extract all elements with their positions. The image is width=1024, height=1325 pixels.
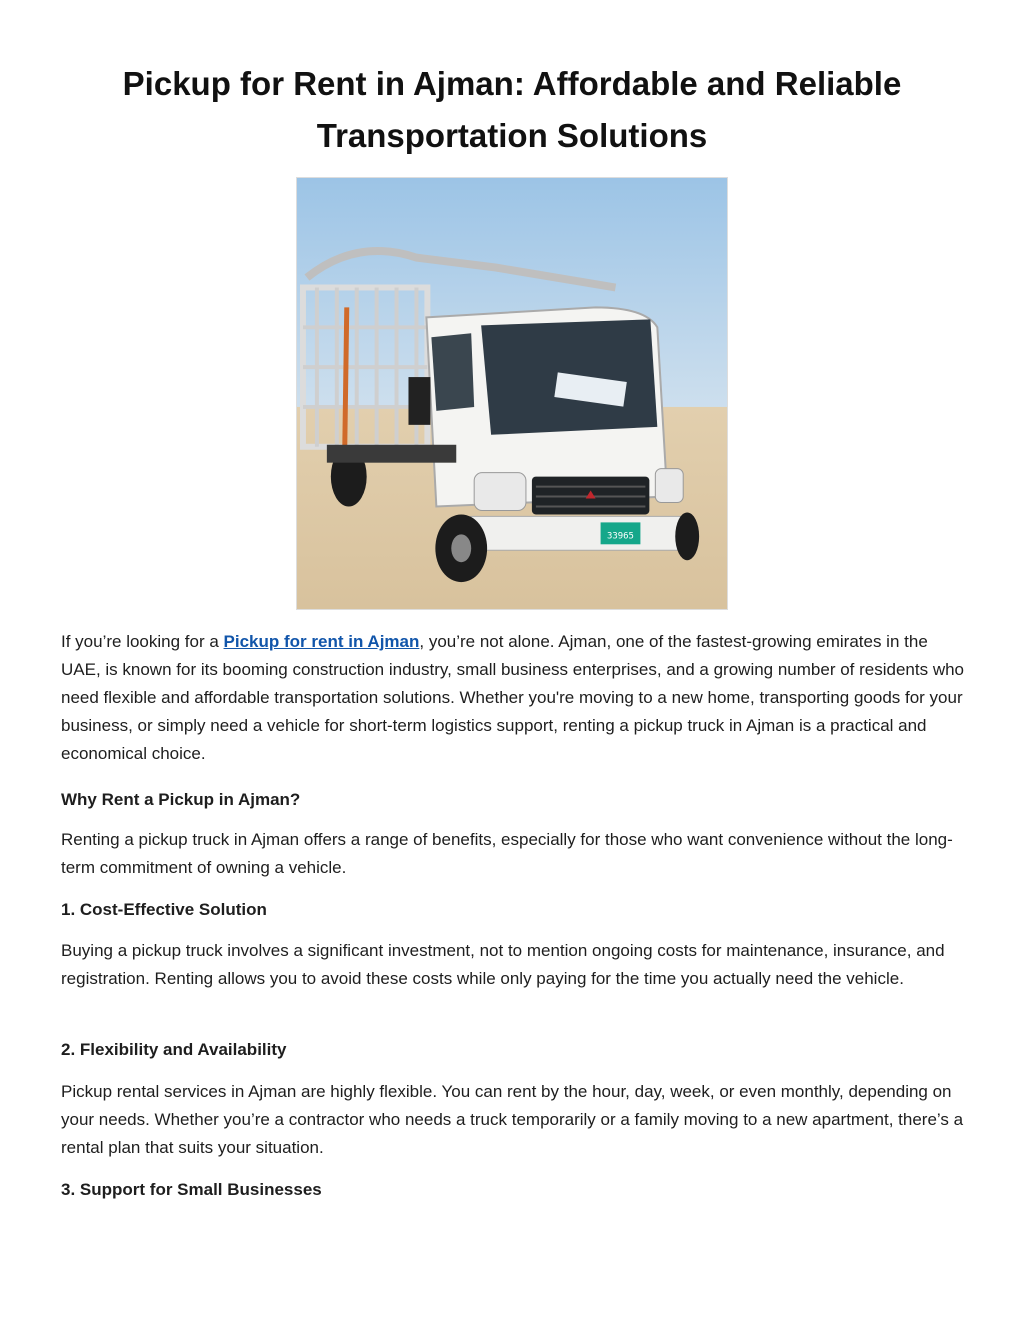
intro-text-after-link: , you’re not alone. Ajman, one of the fastest-growing emirates in the UAE, is known for its booming construction industry, small business enterprises, and a growing number of residents who need flexible and affordable transportation solutions. Whether you're moving to a new home, transporting goods for your business, or simply need a vehicle for short-term logistics support, renting a pickup truck in Ajman is a practical and economical choice.: [61, 632, 965, 763]
pickup-rent-ajman-link[interactable]: Pickup for rent in Ajman: [223, 632, 420, 651]
page-title: [60, 58, 964, 162]
intro-paragraph: [61, 628, 966, 768]
section-2-paragraph: Pickup rental services in Ajman are highly flexible. You can rent by the hour, day, week, or even monthly, depending on your needs. Whether you’re a contractor who needs a truck temporarily or a family moving to a new apartment, there’s a rental plan that suits your situation.: [61, 1082, 964, 1157]
why-heading: Why Rent a Pickup in Ajman?: [61, 790, 301, 809]
section-2-heading: 2. Flexibility and Availability: [61, 1040, 287, 1059]
why-paragraph: Renting a pickup truck in Ajman offers a range of benefits, especially for those who want convenience without the long-term commitment of owning a vehicle.: [61, 830, 953, 877]
page-title-line-1: Pickup for Rent in Ajman: Affordable and Reliable: [122, 65, 902, 102]
section-1-heading: 1. Cost-Effective Solution: [61, 900, 267, 919]
intro-text-before-link: If you’re looking for a: [61, 632, 224, 651]
page-title-line-2: Transportation Solutions: [316, 117, 708, 154]
section-1-paragraph: Buying a pickup truck involves a significant investment, not to mention ongoing costs for maintenance, insurance, and registration. Renting allows you to avoid these costs while only paying for the time you actually need the vehicle.: [61, 941, 945, 988]
pickup-truck-photo: [296, 177, 728, 610]
section-3-heading: 3. Support for Small Businesses: [61, 1180, 322, 1199]
license-plate-text: 33965: [607, 531, 634, 542]
